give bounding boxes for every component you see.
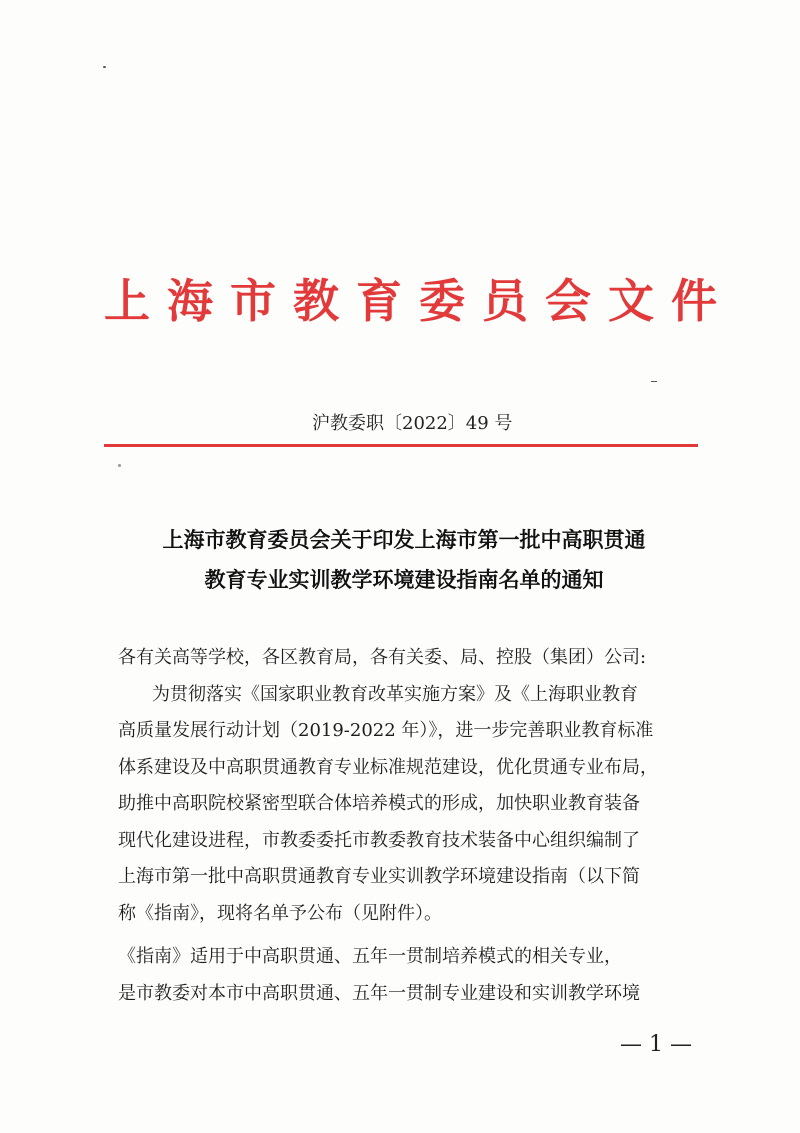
scan-speck [103,66,106,68]
paragraph-line: 是市教委对本市中高职贯通、五年一贯制专业建设和实训教学环境 [118,982,640,1004]
paragraph-line: 助推中高职院校紧密型联合体培养模式的形成，加快职业教育装备 [118,793,640,814]
paragraph-line: 为贯彻落实《国家职业教育改革实施方案》及《上海职业教育 [152,683,638,705]
paragraph-line: 称《指南》，现将名单予公布（见附件）。 [118,902,442,924]
scan-speck [651,381,657,382]
paragraph-2 [118,939,708,1012]
paragraph-line: 现代化建设进程，市教委委托市教委教育技术装备中心组织编制了 [118,829,640,851]
paragraph-line: 上海市第一批中高职贯通教育专业实训教学环境建设指南（以下简 [118,866,640,887]
salutation: 各有关高等学校，各区教育局，各有关委、局、控股（集团）公司: [118,647,647,668]
paragraph-spacing [118,932,708,939]
document-body [118,640,708,1012]
paragraph-line: 《指南》适用于中高职贯通、五年一贯制培养模式的相关专业， [118,946,622,967]
red-separator-line [104,444,698,447]
document-number: 沪教委职〔2022〕49 号 [312,413,513,434]
paragraph-line: 高质量发展行动计划（2019-2022 年）》，进一步完善职业教育标准 [118,720,654,741]
document-title-line-2: 教育专业实训教学环境建设指南名单的通知 [204,567,604,592]
scan-speck [118,464,121,467]
page-number: — 1 — [620,1032,692,1057]
paragraph-1 [118,677,708,933]
document-title [104,520,704,600]
issuing-organization-header: 上海市教育委员会文件 [104,274,734,328]
document-title-line-1: 上海市教育委员会关于印发上海市第一批中高职贯通 [162,527,646,552]
paragraph-line: 体系建设及中高职贯通教育专业标准规范建设，优化贯通专业布局， [118,756,658,778]
